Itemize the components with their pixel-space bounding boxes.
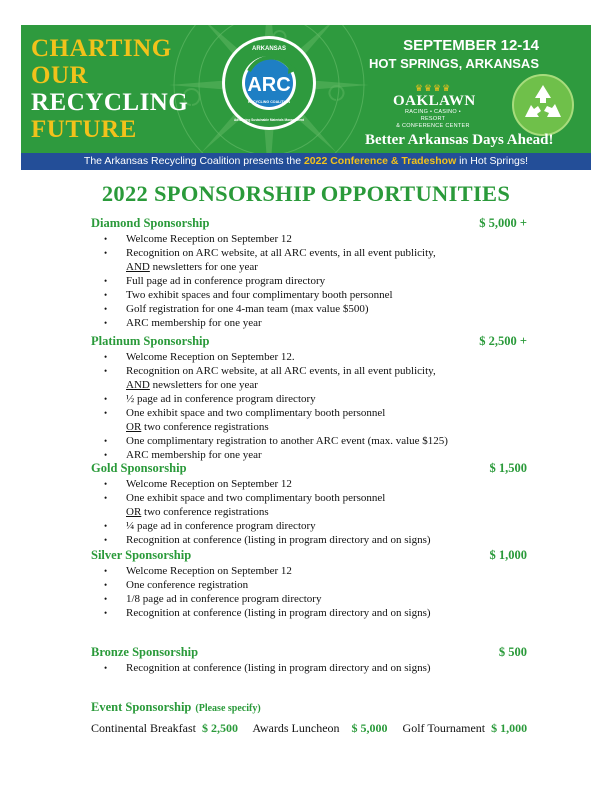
logo-top-text: ARKANSAS: [251, 46, 287, 52]
emphasis-word: AND: [126, 379, 150, 391]
tier-price: $ 500: [498, 645, 527, 659]
banner-tagline: Better Arkansas Days Ahead!: [365, 132, 554, 148]
benefit-item: [91, 477, 527, 491]
benefit-item: [91, 448, 527, 462]
benefit-item: [91, 606, 527, 620]
benefit-list: [91, 232, 527, 330]
benefit-line: Recognition on ARC website, at all ARC events, in all event publicity,: [126, 365, 436, 377]
benefit-line: Recognition at conference (listing in program directory and on signs): [126, 534, 431, 546]
tier-header: [91, 645, 527, 661]
bullet-icon: •: [104, 290, 108, 300]
tier-price: $ 1,500: [489, 461, 527, 475]
benefit-item: [91, 232, 527, 246]
event-heading-note: (Please specify): [195, 703, 261, 714]
benefit-item: [91, 491, 527, 519]
tier-price: $ 5,000 +: [479, 216, 527, 230]
benefit-line: Welcome Reception on September 12: [126, 478, 292, 490]
benefit-list: [91, 477, 527, 547]
strip-highlight: 2022 Conference & Tradeshow: [303, 155, 457, 167]
bullet-icon: •: [104, 580, 108, 590]
tier-header: [91, 548, 527, 564]
bullet-icon: •: [104, 394, 108, 404]
tier-diamond: [91, 216, 527, 330]
benefit-line: Recognition at conference (listing in program directory and on signs): [126, 607, 431, 619]
crown-icon: ♛♛♛♛: [414, 83, 452, 93]
logo-ring-text-1: RECYCLING COALITION: [248, 100, 290, 104]
tier-silver: [91, 548, 527, 620]
benefit-item: [91, 661, 527, 675]
bullet-icon: •: [104, 408, 108, 418]
bullet-icon: •: [104, 663, 108, 673]
benefit-item: [91, 246, 527, 274]
benefit-line: Welcome Reception on September 12.: [126, 351, 295, 363]
venue-line-2: & CONFERENCE CENTER: [396, 123, 470, 129]
event-option-label: Continental Breakfast: [91, 721, 196, 735]
banner-strip: [21, 153, 591, 170]
event-option-label: Golf Tournament: [402, 721, 486, 735]
benefit-line: Recognition at conference (listing in program directory and on signs): [126, 662, 431, 674]
benefit-line: 1/8 page ad in conference program directory: [126, 593, 322, 605]
headline-line-4: FUTURE: [31, 116, 137, 143]
benefit-item: [91, 434, 527, 448]
benefit-line: Welcome Reception on September 12: [126, 233, 292, 245]
bullet-icon: •: [104, 479, 108, 489]
benefit-line: AND newsletters for one year: [126, 261, 258, 273]
tier-name: Silver Sponsorship: [91, 548, 192, 562]
tier-name: Gold Sponsorship: [91, 461, 187, 475]
page-title: 2022 SPONSORSHIP OPPORTUNITIES: [101, 181, 511, 206]
venue-logo: [393, 83, 476, 130]
benefit-line: ¼ page ad in conference program directory: [126, 520, 316, 532]
bullet-icon: •: [104, 304, 108, 314]
emphasis-word: OR: [126, 421, 142, 433]
headline-line-3: RECYCLING: [31, 89, 189, 116]
headline-line-2: OUR: [31, 62, 89, 89]
headline-line-1: CHARTING: [31, 35, 172, 62]
tier-header: [91, 461, 527, 477]
benefit-line: ARC membership for one year: [126, 317, 262, 329]
benefit-item: [91, 578, 527, 592]
benefit-item: [91, 392, 527, 406]
tier-name: Diamond Sponsorship: [91, 216, 210, 230]
benefit-item: [91, 406, 527, 434]
city-text: HOT SPRINGS, ARKANSAS: [369, 56, 539, 71]
benefit-line: One conference registration: [126, 579, 249, 591]
tier-bronze: [91, 645, 527, 675]
tier-gold: [91, 461, 527, 547]
benefit-item: [91, 350, 527, 364]
recycle-icon: [511, 73, 575, 137]
benefit-item: [91, 519, 527, 533]
benefit-item: [91, 364, 527, 392]
dates-text: SEPTEMBER 12-14: [403, 37, 539, 54]
venue-line-1: RACING • CASINO • RESORT: [404, 109, 461, 122]
benefit-item: [91, 316, 527, 330]
bullet-icon: •: [104, 248, 108, 258]
benefit-line: One complimentary registration to another ARC event (max. value $125): [126, 435, 448, 447]
tier-platinum: [91, 334, 527, 462]
event-sponsorship-heading: [91, 700, 261, 715]
event-option-label: Awards Luncheon: [252, 721, 340, 735]
tier-name: Platinum Sponsorship: [91, 334, 210, 348]
benefit-item: [91, 533, 527, 547]
benefit-item: [91, 274, 527, 288]
benefit-list: [91, 661, 527, 675]
strip-text-before: The Arkansas Recycling Coalition presents the: [83, 155, 304, 167]
tier-name: Bronze Sponsorship: [91, 645, 199, 659]
conference-banner: [21, 25, 591, 170]
bullet-icon: •: [104, 436, 108, 446]
benefit-item: [91, 564, 527, 578]
benefit-line: One exhibit space and two complimentary booth personnel: [126, 492, 386, 504]
banner-headline: [31, 35, 188, 143]
benefit-line: Recognition on ARC website, at all ARC events, in all event publicity,: [126, 247, 436, 259]
logo-center-text: ARC: [247, 74, 291, 96]
tier-header: [91, 334, 527, 350]
bullet-icon: •: [104, 566, 108, 576]
emphasis-word: AND: [126, 261, 150, 273]
benefit-line: AND newsletters for one year: [126, 379, 258, 391]
benefit-line: ½ page ad in conference program directory: [126, 393, 316, 405]
benefit-line: Golf registration for one 4-man team (max value $500): [126, 303, 369, 315]
bullet-icon: •: [104, 318, 108, 328]
benefit-list: [91, 350, 527, 462]
tier-price: $ 2,500 +: [479, 334, 527, 348]
event-options-row: [91, 721, 527, 736]
benefit-item: [91, 302, 527, 316]
emphasis-word: OR: [126, 506, 142, 518]
benefit-item: [91, 592, 527, 606]
event-option-price: $ 1,000: [491, 721, 528, 735]
arc-logo: [219, 33, 319, 133]
bullet-icon: •: [104, 450, 108, 460]
tier-price: $ 1,000: [489, 548, 527, 562]
tier-header: [91, 216, 527, 232]
benefit-item: [91, 288, 527, 302]
benefit-line: One exhibit space and two complimentary booth personnel: [126, 407, 386, 419]
benefit-line: Welcome Reception on September 12: [126, 565, 292, 577]
bullet-icon: •: [104, 352, 108, 362]
bullet-icon: •: [104, 594, 108, 604]
event-option-price: $ 5,000: [351, 721, 388, 735]
benefit-line: OR two conference registrations: [126, 421, 269, 433]
bullet-icon: •: [104, 535, 108, 545]
bullet-icon: •: [104, 276, 108, 286]
benefit-line: Full page ad in conference program directory: [126, 275, 326, 287]
benefit-line: OR two conference registrations: [126, 506, 269, 518]
benefit-list: [91, 564, 527, 620]
bullet-icon: •: [104, 521, 108, 531]
bullet-icon: •: [104, 366, 108, 376]
logo-ring-text-2: Advancing Sustainable Materials Management: [234, 117, 305, 122]
event-heading-text: Event Sponsorship: [91, 700, 192, 714]
bullet-icon: •: [104, 234, 108, 244]
benefit-line: Two exhibit spaces and four complimentary booth personnel: [126, 289, 393, 301]
venue-name: OAKLAWN: [393, 93, 476, 109]
strip-text-after: in Hot Springs!: [456, 155, 529, 167]
event-dates: [369, 37, 539, 73]
bullet-icon: •: [104, 493, 108, 503]
benefit-line: ARC membership for one year: [126, 449, 262, 461]
bullet-icon: •: [104, 608, 108, 618]
event-option-price: $ 2,500: [201, 721, 238, 735]
